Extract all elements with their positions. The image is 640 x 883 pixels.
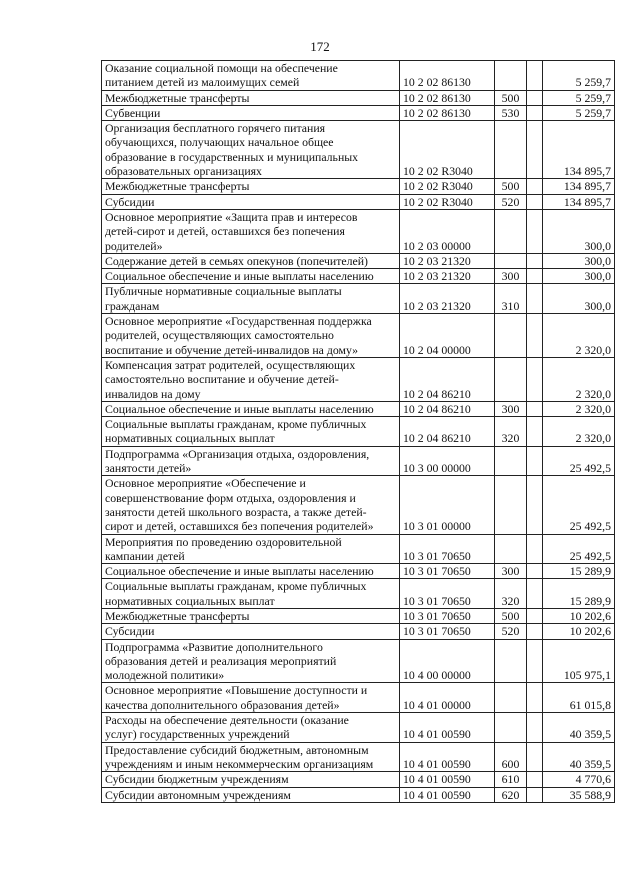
- row-name-line: Мероприятия по проведению оздоровительной: [105, 534, 342, 549]
- row-name-line: занятости детей»: [105, 461, 192, 476]
- table-row: [102, 579, 615, 609]
- table-row: [102, 357, 615, 401]
- table-row: [102, 417, 615, 447]
- row-name-line: Межбюджетные трансферты: [105, 90, 250, 105]
- row-name-line: занятости детей школьного возраста, а также детей-: [105, 504, 367, 519]
- row-empty-cell: [527, 564, 543, 579]
- row-name-line: гражданам: [105, 298, 160, 313]
- row-code: 10 2 03 21320: [400, 269, 495, 284]
- row-sum: 2 320,0: [543, 417, 615, 447]
- row-name: [102, 787, 400, 802]
- table-row: [102, 121, 615, 179]
- row-code: 10 4 01 00000: [400, 683, 495, 713]
- table-row: [102, 314, 615, 358]
- row-expense-type: [495, 534, 527, 564]
- row-name-line: самостоятельно воспитание и обучение детей-: [105, 372, 339, 387]
- row-name: [102, 357, 400, 401]
- row-code: 10 2 02 86130: [400, 61, 495, 91]
- row-sum: 300,0: [543, 209, 615, 253]
- row-sum: 15 289,9: [543, 579, 615, 609]
- row-name: [102, 476, 400, 534]
- row-code: 10 2 04 86210: [400, 401, 495, 416]
- row-empty-cell: [527, 253, 543, 268]
- row-sum: 300,0: [543, 269, 615, 284]
- row-name: [102, 579, 400, 609]
- table-row: [102, 446, 615, 476]
- row-code: 10 3 01 70650: [400, 564, 495, 579]
- row-name-line: нормативных социальных выплат: [105, 431, 275, 446]
- row-sum: 4 770,6: [543, 772, 615, 787]
- row-empty-cell: [527, 476, 543, 534]
- row-name-line: образования детей и реализация мероприятий: [105, 653, 337, 668]
- row-code: 10 2 03 21320: [400, 253, 495, 268]
- row-sum: 5 259,7: [543, 90, 615, 105]
- row-code: 10 2 02 86130: [400, 90, 495, 105]
- row-empty-cell: [527, 608, 543, 623]
- row-code: 10 2 04 86210: [400, 357, 495, 401]
- row-code: 10 2 03 21320: [400, 284, 495, 314]
- table-row: [102, 639, 615, 683]
- row-empty-cell: [527, 772, 543, 787]
- row-expense-type: [495, 357, 527, 401]
- row-name-line: Субсидии бюджетным учреждениям: [105, 772, 289, 787]
- row-empty-cell: [527, 269, 543, 284]
- table-row: [102, 683, 615, 713]
- row-name: [102, 314, 400, 358]
- row-sum: 25 492,5: [543, 476, 615, 534]
- row-expense-type: [495, 253, 527, 268]
- row-name-line: Социальное обеспечение и иные выплаты населению: [105, 401, 374, 416]
- row-name-line: учреждениям и иным некоммерческим организациям: [105, 756, 374, 771]
- row-expense-type: [495, 314, 527, 358]
- page-number: 172: [310, 39, 330, 54]
- row-code: 10 4 01 00590: [400, 787, 495, 802]
- row-expense-type: 320: [495, 579, 527, 609]
- row-code: 10 2 04 00000: [400, 314, 495, 358]
- row-sum: 300,0: [543, 284, 615, 314]
- row-empty-cell: [527, 639, 543, 683]
- row-code: 10 4 01 00590: [400, 713, 495, 743]
- row-name-line: родителей, осуществляющих самостоятельно: [105, 328, 334, 343]
- row-sum: 2 320,0: [543, 401, 615, 416]
- row-sum: 134 895,7: [543, 179, 615, 194]
- row-empty-cell: [527, 624, 543, 639]
- row-name-line: качества дополнительного образования детей»: [105, 697, 340, 712]
- row-code: 10 3 01 70650: [400, 534, 495, 564]
- row-name: [102, 179, 400, 194]
- row-name-line: Межбюджетные трансферты: [105, 179, 250, 194]
- row-expense-type: [495, 683, 527, 713]
- row-code: 10 4 01 00590: [400, 772, 495, 787]
- row-empty-cell: [527, 534, 543, 564]
- row-name-line: Социальные выплаты гражданам, кроме публичных: [105, 417, 367, 432]
- row-sum: 40 359,5: [543, 713, 615, 743]
- row-name: [102, 446, 400, 476]
- row-expense-type: 500: [495, 179, 527, 194]
- row-expense-type: [495, 639, 527, 683]
- row-name: [102, 90, 400, 105]
- row-name-line: Субсидии автономным учреждениям: [105, 787, 291, 802]
- row-name-line: Подпрограмма «Развитие дополнительного: [105, 639, 323, 654]
- row-name-line: Содержание детей в семьях опекунов (попечителей): [105, 253, 368, 268]
- row-sum: 40 359,5: [543, 742, 615, 772]
- row-empty-cell: [527, 713, 543, 743]
- row-sum: 134 895,7: [543, 194, 615, 209]
- row-empty-cell: [527, 61, 543, 91]
- row-empty-cell: [527, 194, 543, 209]
- row-name-line: кампании детей: [105, 548, 185, 563]
- row-empty-cell: [527, 90, 543, 105]
- row-name: [102, 269, 400, 284]
- table-row: [102, 713, 615, 743]
- row-code: 10 3 01 70650: [400, 624, 495, 639]
- row-name: [102, 608, 400, 623]
- row-code: 10 2 02 R3040: [400, 121, 495, 179]
- row-code: 10 2 02 86130: [400, 105, 495, 120]
- row-name: [102, 742, 400, 772]
- row-name-line: Организация бесплатного горячего питания: [105, 121, 326, 136]
- row-code: 10 2 02 R3040: [400, 194, 495, 209]
- row-expense-type: 310: [495, 284, 527, 314]
- row-name-line: детей-сирот и детей, оставшихся без попечения: [105, 224, 345, 239]
- row-sum: 2 320,0: [543, 314, 615, 358]
- row-empty-cell: [527, 579, 543, 609]
- row-name: [102, 564, 400, 579]
- row-sum: 25 492,5: [543, 446, 615, 476]
- row-empty-cell: [527, 742, 543, 772]
- table-row: [102, 61, 615, 91]
- row-expense-type: [495, 61, 527, 91]
- row-empty-cell: [527, 105, 543, 120]
- row-sum: 35 588,9: [543, 787, 615, 802]
- table-row: [102, 608, 615, 623]
- row-empty-cell: [527, 179, 543, 194]
- table-row: [102, 179, 615, 194]
- table-row: [102, 772, 615, 787]
- row-name-line: Субвенции: [105, 105, 161, 120]
- row-name-line: Основное мероприятие «Государственная поддержка: [105, 314, 372, 329]
- row-sum: 61 015,8: [543, 683, 615, 713]
- table-row: [102, 476, 615, 534]
- table-row: [102, 624, 615, 639]
- row-name-line: Социальное обеспечение и иные выплаты населению: [105, 564, 374, 579]
- row-sum: 5 259,7: [543, 105, 615, 120]
- row-name: [102, 121, 400, 179]
- row-name: [102, 534, 400, 564]
- row-name-line: воспитание и обучение детей-инвалидов на дому»: [105, 342, 359, 357]
- row-code: 10 2 03 00000: [400, 209, 495, 253]
- row-name-line: Публичные нормативные социальные выплаты: [105, 284, 342, 299]
- table-row: [102, 253, 615, 268]
- row-code: 10 3 01 00000: [400, 476, 495, 534]
- row-name: [102, 417, 400, 447]
- row-name-line: Основное мероприятие «Обеспечение и: [105, 476, 306, 491]
- table-row: [102, 269, 615, 284]
- row-expense-type: 520: [495, 624, 527, 639]
- row-expense-type: 520: [495, 194, 527, 209]
- row-sum: 300,0: [543, 253, 615, 268]
- row-empty-cell: [527, 683, 543, 713]
- row-expense-type: 300: [495, 269, 527, 284]
- row-name-line: образовательных организациях: [105, 164, 262, 179]
- row-expense-type: [495, 209, 527, 253]
- row-name: [102, 105, 400, 120]
- row-name: [102, 772, 400, 787]
- row-code: 10 3 01 70650: [400, 579, 495, 609]
- row-name-line: нормативных социальных выплат: [105, 593, 275, 608]
- row-sum: 15 289,9: [543, 564, 615, 579]
- row-name-line: Предоставление субсидий бюджетным, автономным: [105, 742, 369, 757]
- row-name-line: Основное мероприятие «Защита прав и интересов: [105, 209, 358, 224]
- row-empty-cell: [527, 209, 543, 253]
- table-row: [102, 90, 615, 105]
- row-code: 10 3 01 70650: [400, 608, 495, 623]
- row-code: 10 2 04 86210: [400, 417, 495, 447]
- row-name: [102, 683, 400, 713]
- row-sum: 2 320,0: [543, 357, 615, 401]
- row-code: 10 4 01 00590: [400, 742, 495, 772]
- row-sum: 10 202,6: [543, 624, 615, 639]
- row-name-line: сирот и детей, оставшихся без попечения родителей»: [105, 519, 374, 534]
- row-name-line: молодежной политики»: [105, 668, 225, 683]
- row-empty-cell: [527, 121, 543, 179]
- row-name-line: родителей»: [105, 238, 163, 253]
- row-name: [102, 61, 400, 91]
- row-name-line: обучающихся, получающих начальное общее: [105, 135, 334, 150]
- row-empty-cell: [527, 357, 543, 401]
- row-name-line: Социальное обеспечение и иные выплаты населению: [105, 269, 374, 284]
- row-name-line: Социальные выплаты гражданам, кроме публичных: [105, 579, 367, 594]
- row-expense-type: 620: [495, 787, 527, 802]
- row-name: [102, 209, 400, 253]
- row-name-line: Подпрограмма «Организация отдыха, оздоровления,: [105, 446, 370, 461]
- row-expense-type: 600: [495, 742, 527, 772]
- row-sum: 5 259,7: [543, 61, 615, 91]
- row-sum: 10 202,6: [543, 608, 615, 623]
- row-name: [102, 639, 400, 683]
- table-row: [102, 284, 615, 314]
- row-code: 10 2 02 R3040: [400, 179, 495, 194]
- table-row: [102, 534, 615, 564]
- row-expense-type: [495, 713, 527, 743]
- row-expense-type: 500: [495, 608, 527, 623]
- table-row: [102, 105, 615, 120]
- row-name-line: Субсидии: [105, 624, 155, 639]
- row-empty-cell: [527, 787, 543, 802]
- row-name-line: услуг) государственных учреждений: [105, 727, 290, 742]
- row-name-line: совершенствование форм отдыха, оздоровления и: [105, 490, 356, 505]
- row-empty-cell: [527, 417, 543, 447]
- row-name: [102, 253, 400, 268]
- row-expense-type: 610: [495, 772, 527, 787]
- row-expense-type: [495, 476, 527, 534]
- row-name-line: Субсидии: [105, 194, 155, 209]
- row-sum: 134 895,7: [543, 121, 615, 179]
- row-expense-type: 500: [495, 90, 527, 105]
- row-expense-type: 300: [495, 564, 527, 579]
- row-empty-cell: [527, 401, 543, 416]
- row-name-line: Компенсация затрат родителей, осуществляющих: [105, 357, 356, 372]
- row-name-line: инвалидов на дому: [105, 386, 201, 401]
- table-row: [102, 401, 615, 416]
- row-name: [102, 284, 400, 314]
- row-sum: 105 975,1: [543, 639, 615, 683]
- table-row: [102, 194, 615, 209]
- row-empty-cell: [527, 446, 543, 476]
- table-row: [102, 742, 615, 772]
- row-empty-cell: [527, 314, 543, 358]
- row-name: [102, 194, 400, 209]
- row-name-line: Основное мероприятие «Повышение доступности и: [105, 683, 368, 698]
- row-empty-cell: [527, 284, 543, 314]
- row-name-line: Оказание социальной помощи на обеспечение: [105, 61, 338, 75]
- table-row: [102, 787, 615, 802]
- row-name-line: питанием детей из малоимущих семей: [105, 75, 300, 90]
- row-code: 10 3 00 00000: [400, 446, 495, 476]
- row-code: 10 4 00 00000: [400, 639, 495, 683]
- row-expense-type: [495, 121, 527, 179]
- row-expense-type: [495, 446, 527, 476]
- row-name-line: образование в государственных и муниципальных: [105, 149, 359, 164]
- row-name: [102, 401, 400, 416]
- row-sum: 25 492,5: [543, 534, 615, 564]
- row-expense-type: 320: [495, 417, 527, 447]
- table-row: [102, 564, 615, 579]
- row-expense-type: 300: [495, 401, 527, 416]
- table-row: [102, 209, 615, 253]
- row-name-line: Расходы на обеспечение деятельности (оказание: [105, 713, 349, 728]
- budget-table: [101, 60, 615, 803]
- row-expense-type: 530: [495, 105, 527, 120]
- row-name: [102, 624, 400, 639]
- row-name-line: Межбюджетные трансферты: [105, 608, 250, 623]
- row-name: [102, 713, 400, 743]
